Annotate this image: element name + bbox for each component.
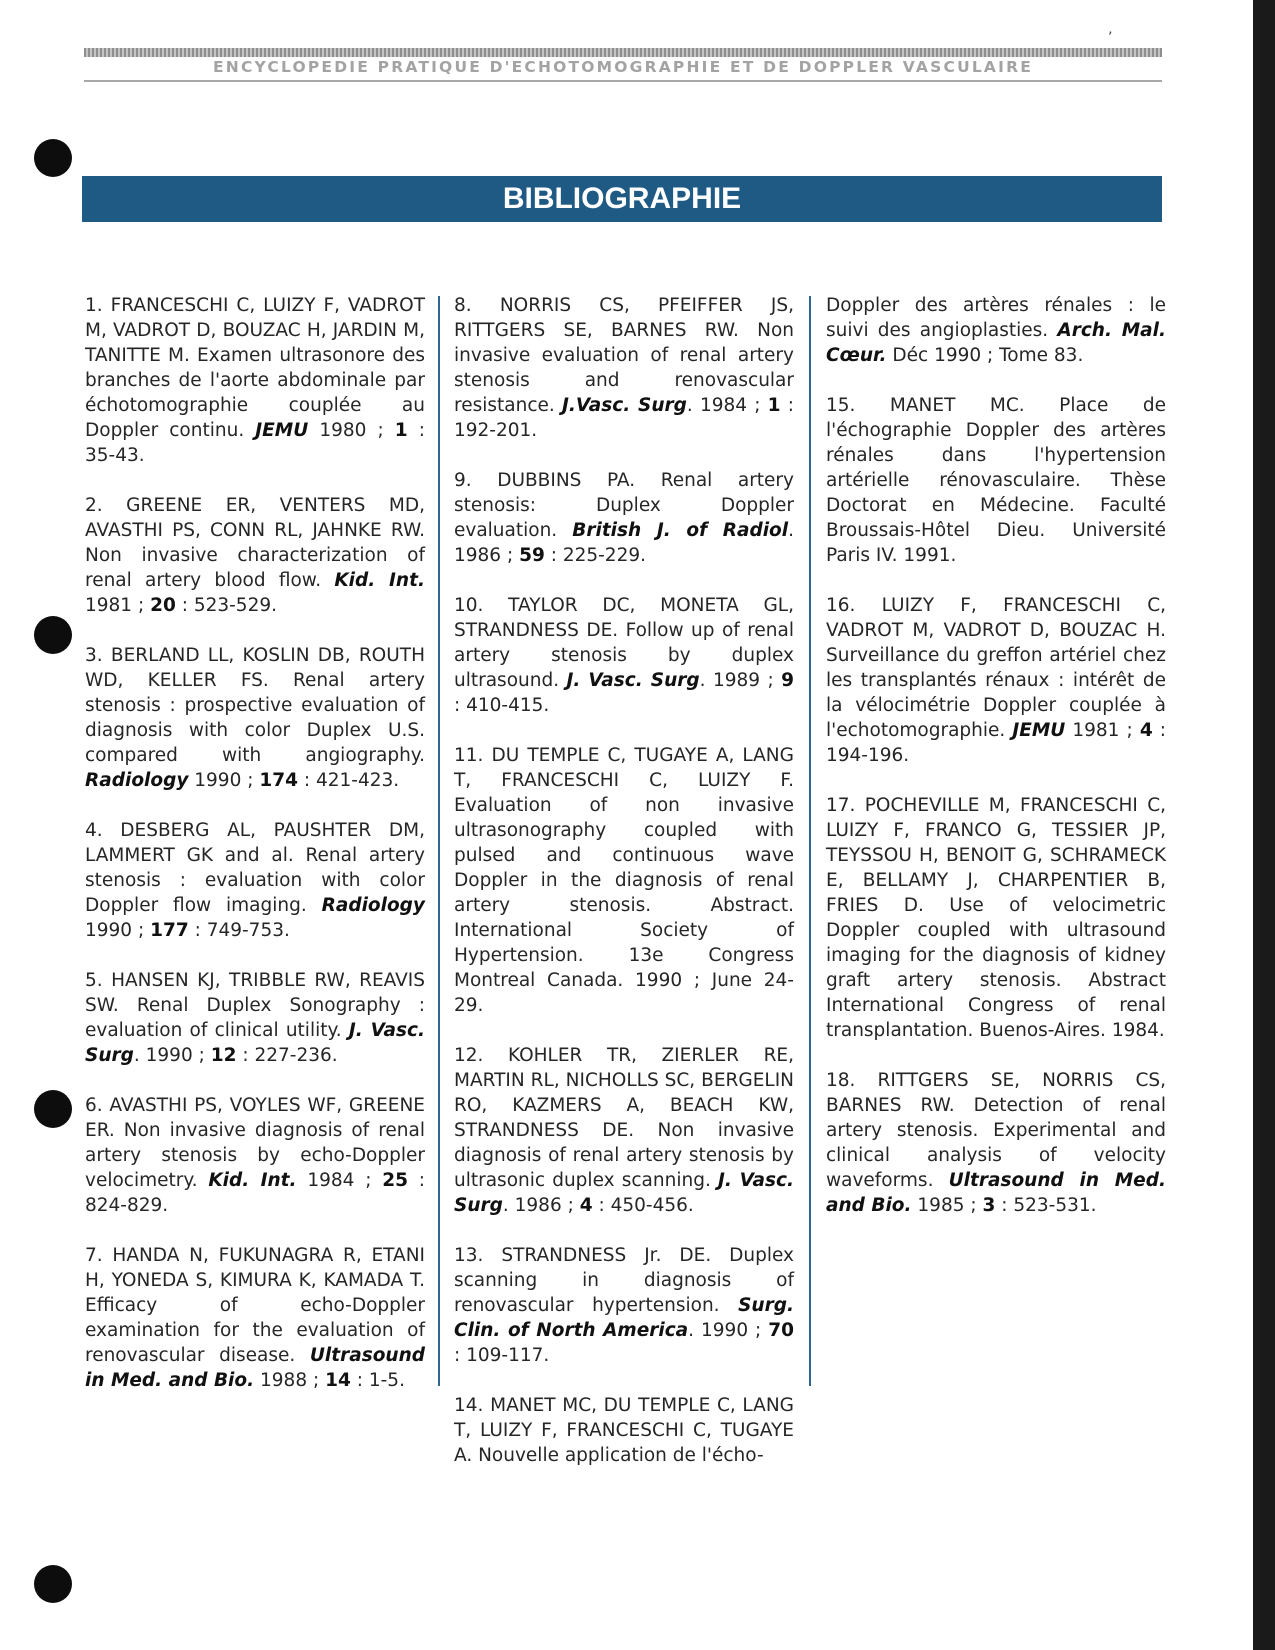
column-1 bbox=[85, 293, 425, 1418]
journal-title: Radiology bbox=[85, 770, 189, 791]
reference-year: 1985 ; bbox=[911, 1195, 983, 1216]
journal-title: J. Vasc. Surg bbox=[566, 670, 700, 691]
reference-entry bbox=[826, 593, 1166, 768]
reference-text: 12. KOHLER TR, ZIERLER RE, MARTIN RL, NICHOLLS SC, BERGELIN RO, KAZMERS A, BEACH KW, STRANDNESS DE. Non invasive diagnosis of renal artery stenosis by ultrasonic duplex scanning. bbox=[454, 1045, 794, 1191]
reference-year: 1988 ; bbox=[254, 1370, 326, 1391]
reference-entry bbox=[826, 293, 1166, 368]
reference-entry bbox=[85, 643, 425, 793]
reference-entry bbox=[454, 468, 794, 568]
volume-number: 4 bbox=[1139, 720, 1153, 741]
reference-entry bbox=[85, 1243, 425, 1393]
journal-title: JEMU bbox=[1012, 720, 1066, 741]
reference-entry bbox=[454, 743, 794, 1018]
journal-title: Kid. Int. bbox=[334, 570, 425, 591]
binder-hole bbox=[34, 1090, 72, 1128]
reference-pages: : 410-415. bbox=[454, 695, 550, 716]
reference-pages: : 450-456. bbox=[592, 1195, 694, 1216]
reference-text: Doppler des artères rénales : le suivi des angioplasties. bbox=[826, 295, 1166, 341]
volume-number: 59 bbox=[519, 545, 545, 566]
reference-pages: : 824-829. bbox=[85, 1170, 425, 1216]
reference-year: 1990 ; bbox=[188, 770, 260, 791]
reference-entry bbox=[454, 1243, 794, 1368]
reference-pages: : 227-236. bbox=[236, 1045, 338, 1066]
reference-text: 16. LUIZY F, FRANCESCHI C, VADROT M, VADROT D, BOUZAC H. Surveillance du greffon artériel chez les transplantés rénaux : intérêt de la vélocimétrie Doppler couplée à l'echotomographie. bbox=[826, 595, 1166, 741]
reference-text: 8. NORRIS CS, PFEIFFER JS, RITTGERS SE, BARNES RW. Non invasive evaluation of renal artery stenosis and renovascular resistance. bbox=[454, 295, 794, 416]
journal-title: Ultrasound in Med. and Bio. bbox=[85, 1345, 425, 1391]
reference-text: 5. HANSEN KJ, TRIBBLE RW, REAVIS SW. Renal Duplex Sonography : evaluation of clinical utility. bbox=[85, 970, 425, 1041]
reference-text: 1. FRANCESCHI C, LUIZY F, VADROT M, VADROT D, BOUZAC H, JARDIN M, TANITTE M. Examen ultrasonore des branches de l'aorte abdominale par échotomographie couplée au Doppler continu. bbox=[85, 295, 425, 441]
volume-number: 1 bbox=[767, 395, 781, 416]
volume-number: 12 bbox=[210, 1045, 237, 1066]
volume-number: 70 bbox=[768, 1320, 794, 1341]
volume-number: 4 bbox=[579, 1195, 593, 1216]
reference-text: 18. RITTGERS SE, NORRIS CS, BARNES RW. Detection of renal artery stenosis. Experimental and clinical analysis of velocity waveforms. bbox=[826, 1070, 1166, 1191]
reference-pages: : 421-423. bbox=[297, 770, 400, 791]
reference-year: . 1986 ; bbox=[454, 520, 794, 566]
reference-year: 1981 ; bbox=[85, 595, 151, 616]
reference-year: . 1990 ; bbox=[133, 1045, 211, 1066]
journal-title: British J. of Radiol bbox=[572, 520, 789, 541]
reference-year: 1981 ; bbox=[1065, 720, 1140, 741]
reference-pages: : 1-5. bbox=[350, 1370, 405, 1391]
journal-title: J. Vasc. Surg bbox=[85, 1020, 425, 1066]
reference-year: Déc 1990 ; Tome 83. bbox=[886, 345, 1084, 366]
reference-entry bbox=[454, 593, 794, 718]
reference-pages: : 192-201. bbox=[454, 395, 794, 441]
column-divider bbox=[438, 296, 440, 1386]
reference-year: 1984 ; bbox=[296, 1170, 383, 1191]
journal-title: Ultrasound in Med. and Bio. bbox=[826, 1170, 1166, 1216]
reference-entry bbox=[826, 393, 1166, 568]
binder-hole bbox=[34, 616, 72, 654]
reference-entry bbox=[826, 793, 1166, 1043]
reference-entry bbox=[454, 1393, 794, 1468]
reference-text: 13. STRANDNESS Jr. DE. Duplex scanning in diagnosis of renovascular hypertension. bbox=[454, 1245, 794, 1316]
reference-year: 1980 ; bbox=[308, 420, 395, 441]
reference-pages: : 523-531. bbox=[995, 1195, 1097, 1216]
column-divider bbox=[809, 296, 811, 1386]
reference-text: 7. HANDA N, FUKUNAGRA R, ETANI H, YONEDA S, KIMURA K, KAMADA T. Efficacy of echo-Doppler examination for the evaluation of renovascular disease. bbox=[85, 1245, 425, 1366]
reference-text: 17. POCHEVILLE M, FRANCESCHI C, LUIZY F, FRANCO G, TESSIER JP, TEYSSOU H, BENOIT G, SCHRAMECK E, BELLAMY J, CHARPENTIER B, FRIES D. Use of velocimetric Doppler coupled with ultrasound imaging for the diagnosis of kidney graft artery stenosis. Abstract International Congress of renal transplantation. Buenos-Aires. 1984. bbox=[826, 795, 1166, 1041]
reference-entry bbox=[85, 293, 425, 468]
journal-title: Arch. Mal. Cœur. bbox=[826, 320, 1167, 366]
reference-pages: : 225-229. bbox=[544, 545, 646, 566]
reference-year: . 1990 ; bbox=[688, 1320, 769, 1341]
reference-pages: : 194-196. bbox=[826, 720, 1166, 766]
running-header: ENCYCLOPEDIE PRATIQUE D'ECHOTOMOGRAPHIE ET DE DOPPLER VASCULAIRE bbox=[212, 58, 1034, 76]
volume-number: 14 bbox=[325, 1370, 351, 1391]
journal-title: JEMU bbox=[255, 420, 309, 441]
section-banner: BIBLIOGRAPHIE bbox=[82, 176, 1162, 222]
reference-pages: : 523-529. bbox=[175, 595, 277, 616]
reference-year: 1990 ; bbox=[85, 920, 151, 941]
volume-number: 3 bbox=[982, 1195, 996, 1216]
reference-pages: : 749-753. bbox=[188, 920, 290, 941]
journal-title: Kid. Int. bbox=[208, 1170, 297, 1191]
corner-mark: ’ bbox=[1108, 30, 1113, 46]
journal-title: Radiology bbox=[321, 895, 425, 916]
volume-number: 1 bbox=[394, 420, 408, 441]
reference-entry bbox=[85, 1093, 425, 1218]
reference-entry bbox=[85, 968, 425, 1068]
reference-pages: : 109-117. bbox=[454, 1345, 550, 1366]
column-2 bbox=[454, 293, 794, 1493]
volume-number: 20 bbox=[150, 595, 176, 616]
reference-entry bbox=[85, 493, 425, 618]
reference-text: 10. TAYLOR DC, MONETA GL, STRANDNESS DE. Follow up of renal artery stenosis by duplex ultrasound. bbox=[454, 595, 794, 691]
reference-text: 14. MANET MC, DU TEMPLE C, LANG T, LUIZY F, FRANCESCHI C, TUGAYE A. Nouvelle application de l'écho- bbox=[454, 1395, 794, 1466]
journal-title: J.Vasc. Surg bbox=[561, 395, 687, 416]
binder-hole bbox=[34, 139, 72, 177]
scan-edge bbox=[1253, 0, 1275, 1650]
header-rule bbox=[84, 80, 1162, 82]
reference-entry bbox=[454, 1043, 794, 1218]
volume-number: 177 bbox=[150, 920, 189, 941]
reference-text: 2. GREENE ER, VENTERS MD, AVASTHI PS, CONN RL, JAHNKE RW. Non invasive characterization of renal artery blood flow. bbox=[85, 495, 425, 591]
column-3 bbox=[826, 293, 1166, 1243]
reference-year: . 1984 ; bbox=[686, 395, 768, 416]
reference-year: . 1986 ; bbox=[502, 1195, 580, 1216]
reference-year: . 1989 ; bbox=[699, 670, 782, 691]
binder-hole bbox=[34, 1565, 72, 1603]
reference-text: 4. DESBERG AL, PAUSHTER DM, LAMMERT GK and al. Renal artery stenosis : evaluation with color Doppler flow imaging. bbox=[85, 820, 425, 916]
reference-text: 6. AVASTHI PS, VOYLES WF, GREENE ER. Non invasive diagnosis of renal artery stenosis by echo-Doppler velocimetry. bbox=[85, 1095, 425, 1191]
reference-entry bbox=[85, 818, 425, 943]
volume-number: 25 bbox=[382, 1170, 408, 1191]
header-stripe bbox=[84, 48, 1162, 57]
reference-text: 3. BERLAND LL, KOSLIN DB, ROUTH WD, KELLER FS. Renal artery stenosis : prospective evaluation of diagnosis with color Duplex U.S. compared with angiography. bbox=[85, 645, 425, 766]
journal-title: Surg. Clin. of North America bbox=[454, 1295, 794, 1341]
reference-entry bbox=[454, 293, 794, 443]
reference-pages: : 35-43. bbox=[85, 420, 425, 466]
journal-title: J. Vasc. Surg bbox=[454, 1170, 794, 1216]
reference-text: 11. DU TEMPLE C, TUGAYE A, LANG T, FRANCESCHI C, LUIZY F. Evaluation of non invasive ultrasonography coupled with pulsed and continuous wave Doppler in the diagnosis of renal artery stenosis. Abstract. International Society of Hypertension. 13e Congress Montreal Canada. 1990 ; June 24-29. bbox=[454, 745, 794, 1016]
volume-number: 9 bbox=[781, 670, 795, 691]
reference-text: 15. MANET MC. Place de l'échographie Doppler des artères rénales dans l'hypertension artérielle rénovasculaire. Thèse Doctorat en Médecine. Faculté Broussais-Hôtel Dieu. Université Paris IV. 1991. bbox=[826, 395, 1166, 566]
reference-text: 9. DUBBINS PA. Renal artery stenosis: Duplex Doppler evaluation. bbox=[454, 470, 794, 541]
reference-entry bbox=[826, 1068, 1166, 1218]
volume-number: 174 bbox=[259, 770, 298, 791]
